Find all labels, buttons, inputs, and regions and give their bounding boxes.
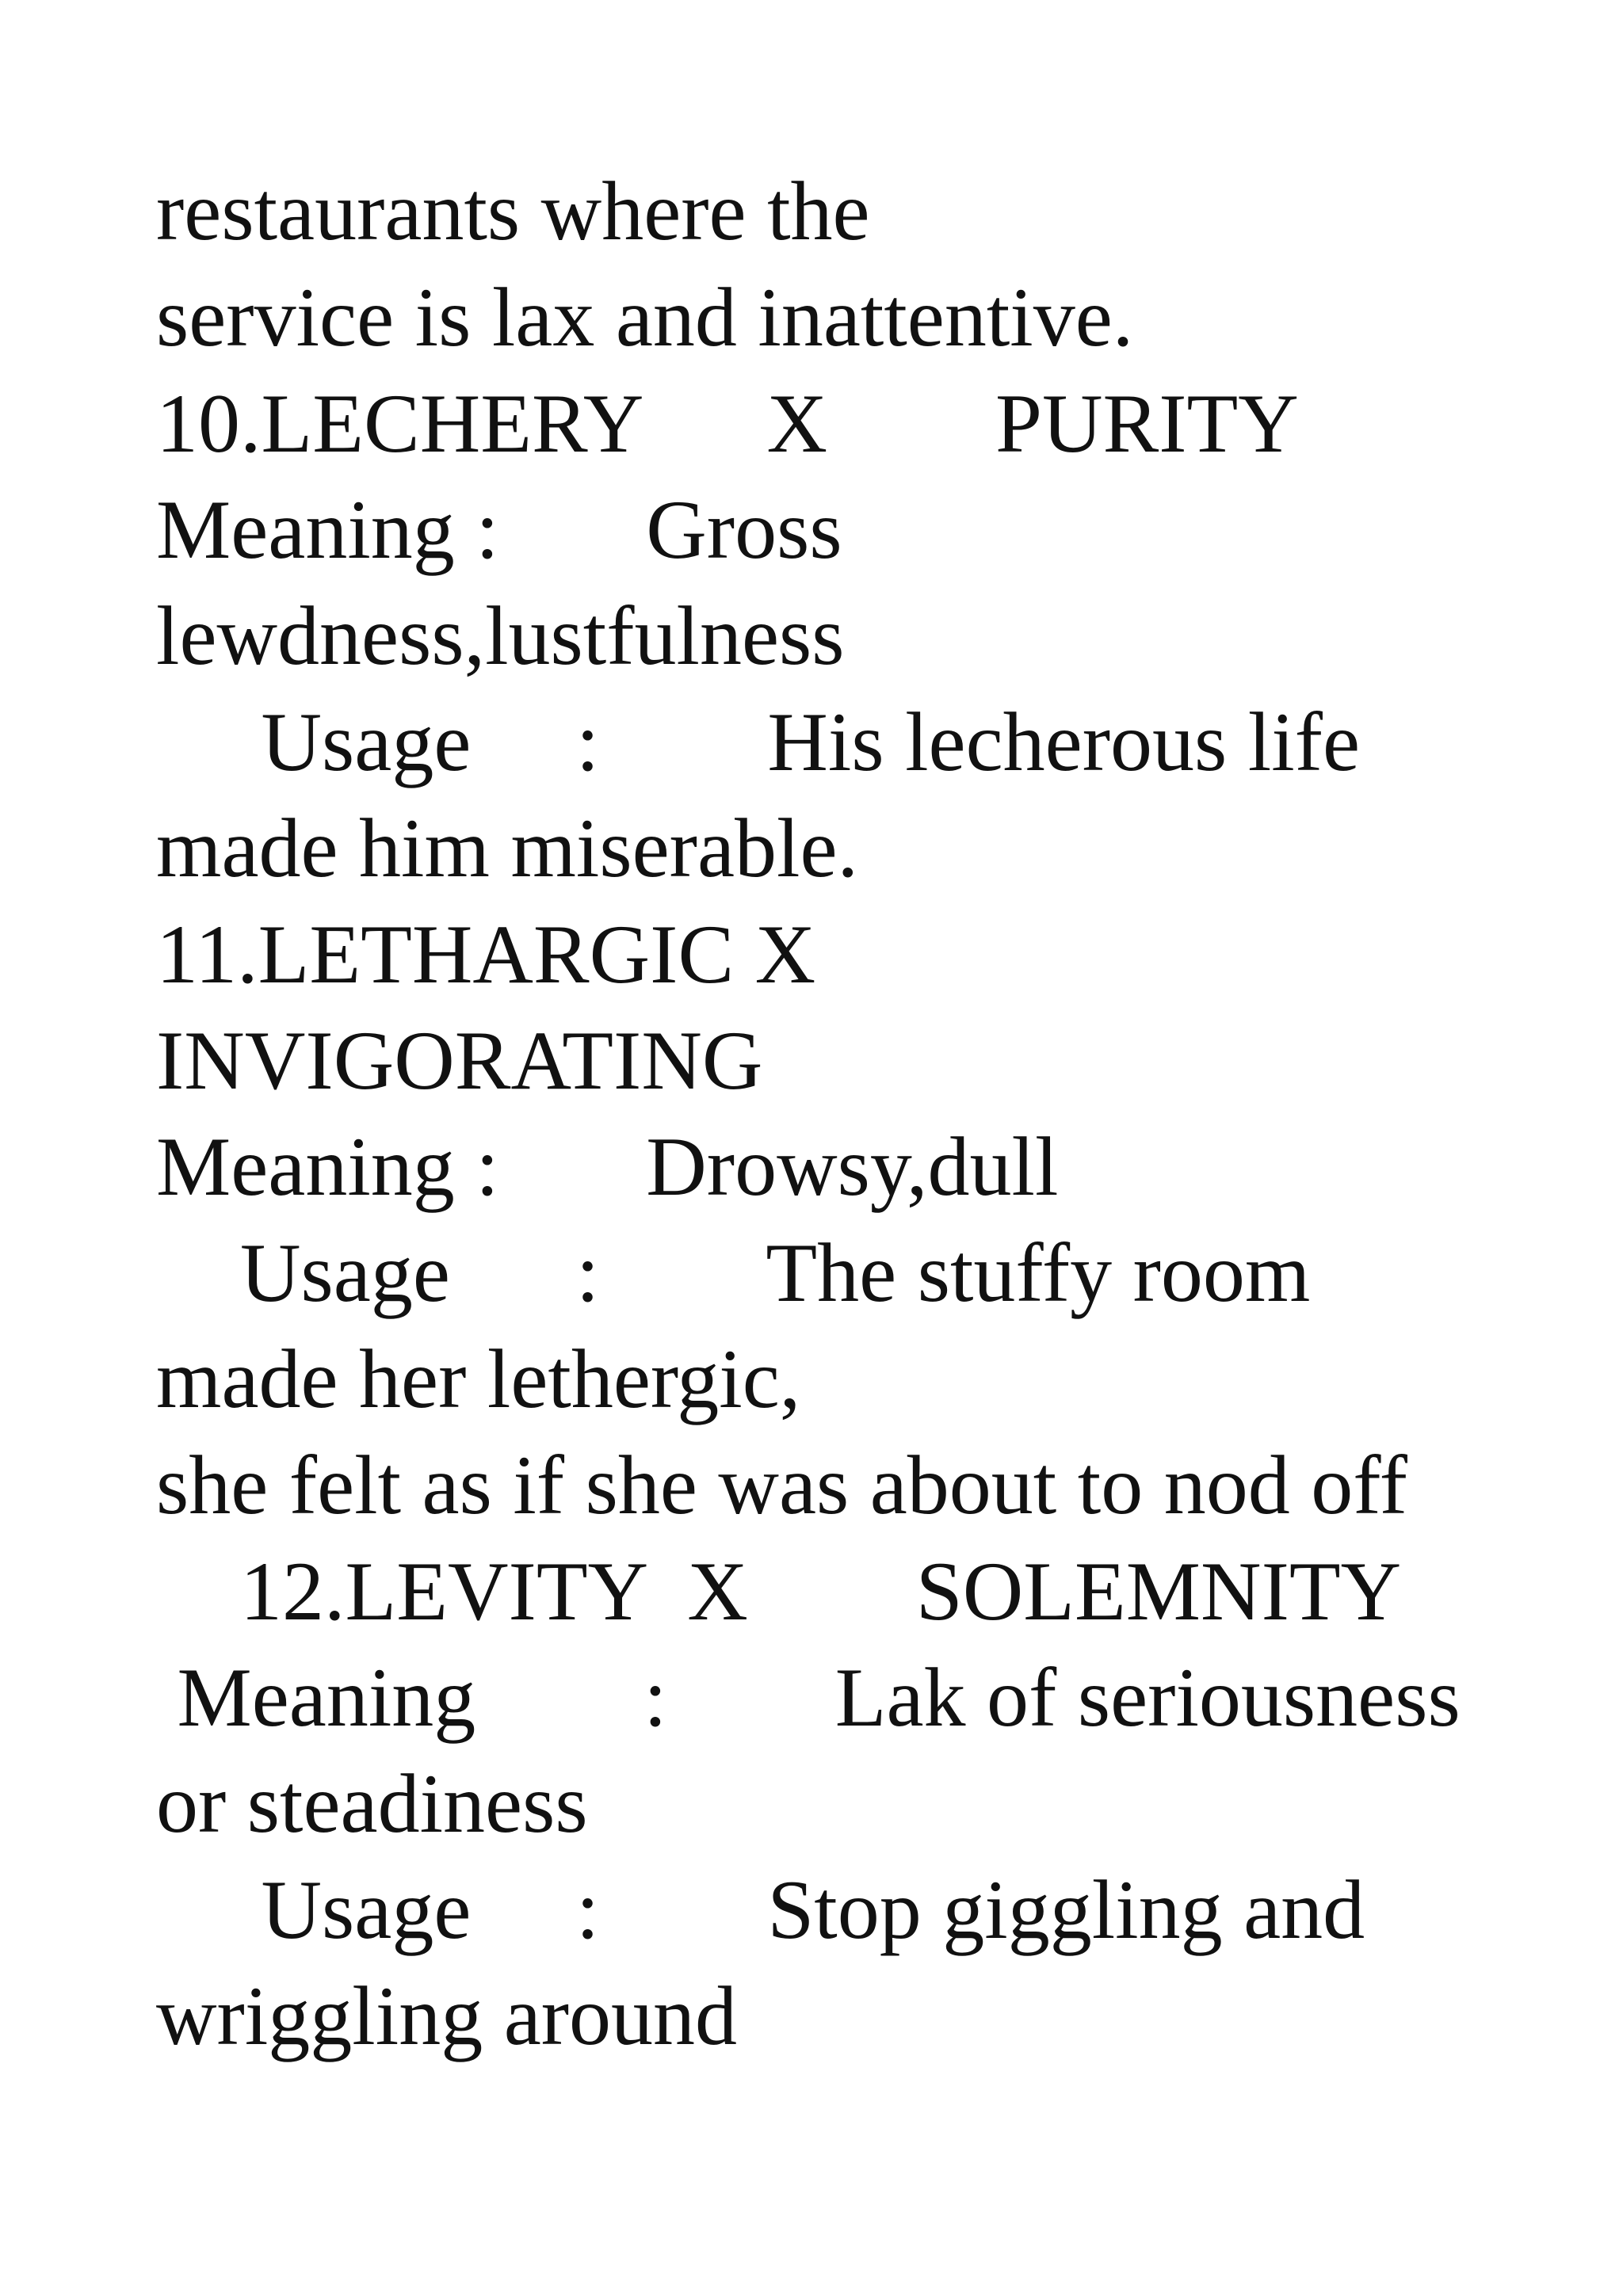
document-body <box>156 158 1551 2069</box>
usage-line: Usage : His lecherous life <box>156 696 1360 788</box>
meaning-line: Meaning : Lak of seriousness <box>156 1651 1461 1744</box>
usage-line: Usage : Stop giggling and <box>156 1863 1365 1956</box>
meaning-line: Meaning : Drowsy,dull <box>156 1120 1059 1213</box>
meaning-line: Meaning : Gross <box>156 483 842 576</box>
entry-heading-lechery: 10.LECHERY X PURITY <box>156 377 1299 470</box>
text-line: or steadiness <box>156 1757 588 1850</box>
text-line: restaurants where the <box>156 165 870 257</box>
text-line: made her lethergic, <box>156 1333 801 1425</box>
entry-heading-lethargic: 11.LETHARGIC X <box>156 908 816 1001</box>
entry-heading-levity: 12.LEVITY X SOLEMNITY <box>156 1545 1402 1638</box>
usage-line: Usage : The stuffy room <box>156 1226 1311 1319</box>
text-line: lewdness,lustfulness <box>156 589 845 682</box>
text-line: she felt as if she was about to nod off <box>156 1439 1407 1531</box>
text-line: made him miserable. <box>156 802 858 894</box>
text-line: INVIGORATING <box>156 1014 763 1107</box>
text-line: service is lax and inattentive. <box>156 271 1134 364</box>
text-line: wriggling around <box>156 1970 738 2062</box>
